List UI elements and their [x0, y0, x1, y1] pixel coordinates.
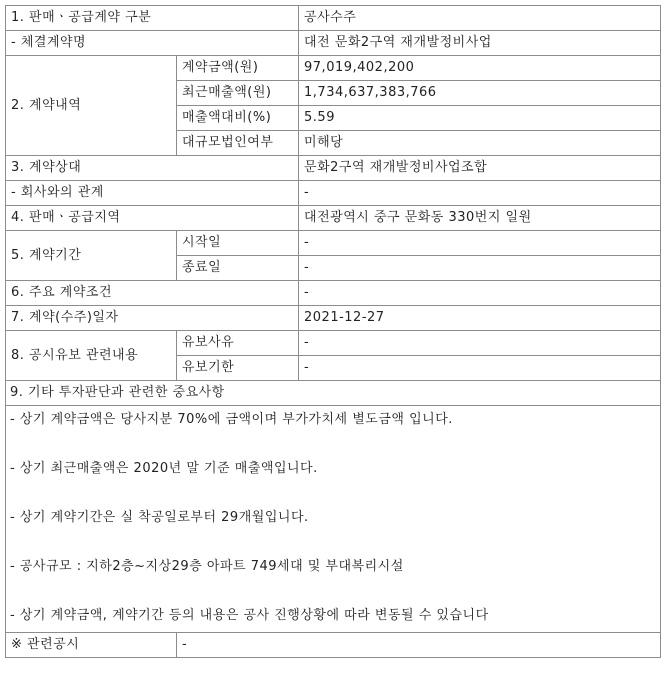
value-sales-ratio: 5.59 [299, 106, 661, 131]
note-line: - 상기 계약기간은 실 착공일로부터 29개월입니다. [10, 510, 309, 525]
note-line: - 상기 계약금액은 당사지분 70%에 금액이며 부가가치세 별도금액 입니다. [10, 412, 453, 427]
label-contract-amount: 계약금액(원) [177, 56, 299, 81]
value-contract-type: 공사수주 [299, 6, 661, 31]
note-line: - 공사규모 : 지하2층~지상29층 아파트 749세대 및 부대복리시설 [10, 559, 404, 574]
label-supply-region: 4. 판매ㆍ공급지역 [6, 206, 299, 231]
label-main-terms: 6. 주요 계약조건 [6, 281, 299, 306]
row-deferral-reason [6, 331, 661, 356]
row-contract-name [6, 31, 661, 56]
value-supply-region: 대전광역시 중구 문화동 330번지 일원 [299, 206, 661, 231]
value-recent-sales: 1,734,637,383,766 [299, 81, 661, 106]
row-relationship [6, 181, 661, 206]
label-deferral-reason: 유보사유 [177, 331, 299, 356]
value-relationship: - [299, 181, 661, 206]
label-contract-name: - 체결계약명 [6, 31, 299, 56]
label-contract-details: 2. 계약내역 [6, 56, 177, 156]
value-contract-name: 대전 문화2구역 재개발정비사업 [299, 31, 661, 56]
label-deferral-period: 유보기한 [177, 356, 299, 381]
label-counterparty: 3. 계약상대 [6, 156, 299, 181]
value-large-corp: 미해당 [299, 131, 661, 156]
value-contract-date: 2021-12-27 [299, 306, 661, 331]
row-contract-type [6, 6, 661, 31]
value-end-date: - [299, 256, 661, 281]
row-other-matters-header [6, 381, 661, 406]
label-disclosure-deferral: 8. 공시유보 관련내용 [6, 331, 177, 381]
notes-list [8, 406, 660, 632]
label-end-date: 종료일 [177, 256, 299, 281]
disclosure-container [5, 5, 661, 658]
label-relationship: - 회사와의 관계 [6, 181, 299, 206]
row-other-matters-notes [6, 406, 661, 633]
label-related-disclosure: ※ 관련공시 [6, 633, 177, 658]
label-large-corp: 대규모법인여부 [177, 131, 299, 156]
value-contract-amount: 97,019,402,200 [299, 56, 661, 81]
note-line: - 상기 계약금액, 계약기간 등의 내용은 공사 진행상황에 따라 변동될 수 있습니다 [10, 608, 489, 623]
label-contract-period: 5. 계약기간 [6, 231, 177, 281]
value-start-date: - [299, 231, 661, 256]
row-contract-date [6, 306, 661, 331]
row-contract-amount [6, 56, 661, 81]
note-line: - 상기 최근매출액은 2020년 말 기준 매출액입니다. [10, 461, 318, 476]
row-counterparty [6, 156, 661, 181]
value-deferral-reason: - [299, 331, 661, 356]
value-main-terms: - [299, 281, 661, 306]
row-related-disclosure [6, 633, 661, 658]
value-deferral-period: - [299, 356, 661, 381]
row-start-date [6, 231, 661, 256]
label-other-matters: 9. 기타 투자판단과 관련한 중요사항 [6, 381, 661, 406]
label-recent-sales: 최근매출액(원) [177, 81, 299, 106]
row-supply-region [6, 206, 661, 231]
notes-cell [6, 406, 661, 633]
value-counterparty: 문화2구역 재개발정비사업조합 [299, 156, 661, 181]
contract-disclosure-table [5, 5, 661, 658]
value-related-disclosure: - [177, 633, 661, 658]
label-contract-type: 1. 판매ㆍ공급계약 구분 [6, 6, 299, 31]
label-sales-ratio: 매출액대비(%) [177, 106, 299, 131]
row-main-terms [6, 281, 661, 306]
label-contract-date: 7. 계약(수주)일자 [6, 306, 299, 331]
label-start-date: 시작일 [177, 231, 299, 256]
